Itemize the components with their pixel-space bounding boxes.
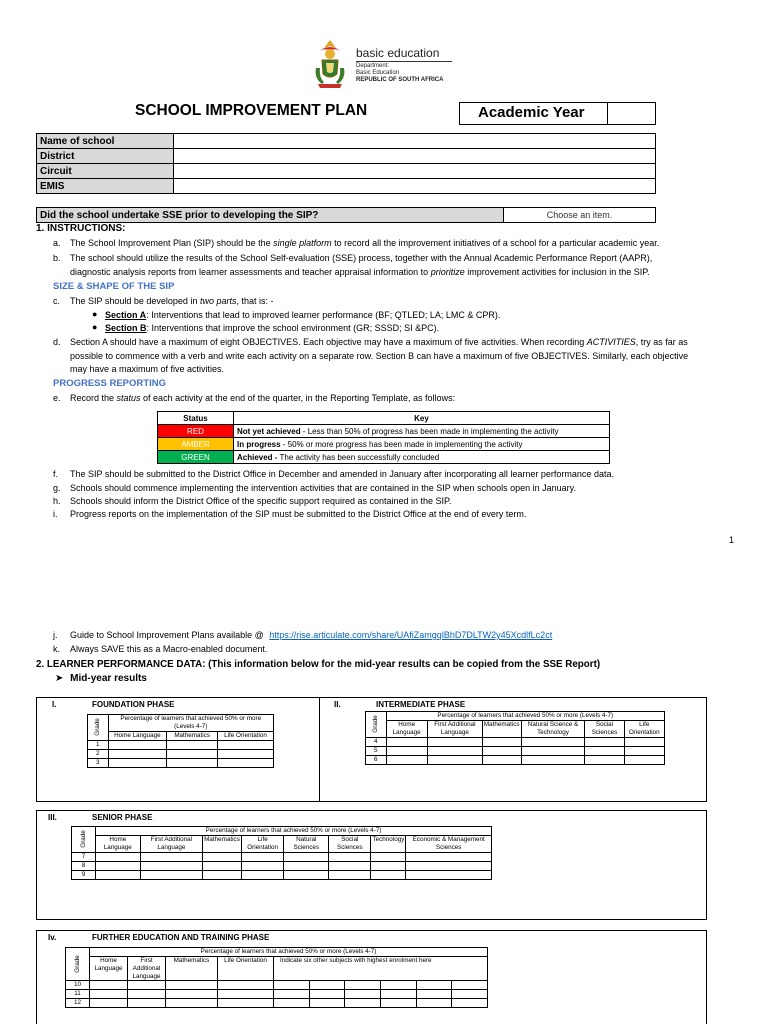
school-name-input[interactable]	[174, 134, 656, 149]
subject-header: Life Orientation	[241, 835, 284, 852]
table-row	[37, 179, 656, 194]
table-row	[37, 164, 656, 179]
instructions-heading: 1. INSTRUCTIONS:	[36, 223, 126, 234]
marker-j: j.	[53, 630, 58, 640]
data-cell[interactable]	[416, 999, 452, 1008]
table-row	[158, 451, 610, 464]
subject-header: First Additional Language	[128, 956, 166, 981]
size-shape-heading: SIZE & SHAPE OF THE SIP	[53, 281, 175, 292]
grade-cell: 6	[366, 755, 387, 764]
academic-year-input[interactable]	[607, 103, 656, 124]
data-cell[interactable]	[371, 861, 406, 870]
department-logo	[310, 38, 460, 90]
intermediate-numeral: II.	[334, 700, 341, 709]
instruction-d-line-1	[70, 337, 688, 347]
data-cell[interactable]	[345, 990, 381, 999]
grade-cell: 5	[366, 746, 387, 755]
section-b-item	[105, 323, 439, 333]
emis-input[interactable]	[174, 179, 656, 194]
table-row	[66, 990, 488, 999]
subject-header: Natural Sciences	[284, 835, 329, 852]
status-header: Status	[158, 412, 234, 425]
logo-divider	[356, 61, 452, 62]
pct-header: Percentage of learners that achieved 50% or more (Levels 4-7)	[96, 827, 492, 836]
senior-numeral: III.	[48, 813, 57, 822]
subject-header: Mathematics	[482, 720, 521, 737]
instruction-b-line-2	[70, 267, 650, 277]
grade-label-text: Grade	[371, 715, 379, 734]
status-amber: AMBER	[158, 438, 234, 451]
instruction-i: Progress reports on the implementation of the SIP must be submitted to the District Office at the end of every term.	[70, 509, 527, 519]
text-span: : Interventions that improve the school environment (GR; SSSD; SI &PC).	[146, 323, 440, 333]
data-cell[interactable]	[309, 999, 345, 1008]
data-cell[interactable]	[406, 852, 492, 861]
data-cell[interactable]	[452, 999, 488, 1008]
data-cell[interactable]	[167, 740, 218, 749]
progress-reporting-heading: PROGRESS REPORTING	[53, 378, 166, 389]
marker-d: d.	[53, 337, 61, 347]
data-cell[interactable]	[284, 861, 329, 870]
grade-cell: 7	[72, 852, 96, 861]
sse-choice-dropdown[interactable]: Choose an item.	[504, 208, 656, 223]
instruction-b-line-1: The school should utilize the results of the School Self-evaluation (SSE) process, together with the Annual Academic Performance Report (AAPR),	[70, 253, 653, 263]
pct-header: Percentage of learners that achieved 50% or more (Levels 4-7)	[386, 712, 664, 721]
data-cell[interactable]	[416, 981, 452, 990]
data-cell[interactable]	[427, 746, 482, 755]
data-cell[interactable]	[406, 870, 492, 879]
text-span: The SIP should be developed in	[70, 296, 200, 306]
subject-header: Mathematics	[166, 956, 218, 981]
table-row	[66, 981, 488, 990]
text-span: The School Improvement Plan (SIP) should be the	[70, 238, 274, 248]
bullet-icon: ●	[92, 322, 98, 332]
data-cell[interactable]	[96, 870, 141, 879]
data-cell[interactable]	[167, 749, 218, 758]
data-cell[interactable]	[345, 999, 381, 1008]
data-cell[interactable]	[521, 746, 585, 755]
data-cell[interactable]	[218, 990, 274, 999]
emphasis: status	[116, 393, 141, 403]
academic-year-box	[459, 102, 656, 125]
table-row	[366, 712, 665, 721]
subject-header: Life Orientation	[218, 731, 274, 740]
marker-g: g.	[53, 483, 61, 493]
key-green	[234, 451, 610, 464]
table-row	[158, 438, 610, 451]
table-row	[366, 720, 665, 737]
data-cell[interactable]	[452, 990, 488, 999]
instruction-e	[70, 393, 455, 403]
logo-line-1: Department:	[356, 63, 390, 69]
learner-performance-heading: 2. LEARNER PERFORMANCE DATA: (This information below for the mid-year results can be copied from the SSE Report)	[36, 659, 601, 670]
data-cell[interactable]	[284, 852, 329, 861]
data-cell[interactable]	[371, 870, 406, 879]
grade-label	[366, 712, 387, 738]
foundation-title: FOUNDATION PHASE	[92, 700, 175, 709]
page-title: SCHOOL IMPROVEMENT PLAN	[135, 102, 368, 119]
subject-header: Mathematics	[167, 731, 218, 740]
subject-header: Home Language	[90, 956, 128, 981]
data-cell[interactable]	[482, 746, 521, 755]
marker-e: e.	[53, 393, 61, 403]
data-cell[interactable]	[380, 999, 416, 1008]
key-bold: Not yet achieved	[237, 426, 301, 436]
grade-label-text: Grade	[79, 830, 87, 849]
district-input[interactable]	[174, 149, 656, 164]
table-row	[66, 999, 488, 1008]
instruction-f: The SIP should be submitted to the District Office in December and amended in January after incorporating all learner performance data.	[70, 469, 614, 479]
table-row	[72, 861, 492, 870]
data-cell[interactable]	[624, 755, 664, 764]
subject-header: Natural Science & Technology	[521, 720, 585, 737]
data-cell[interactable]	[140, 861, 203, 870]
phase-divider	[319, 697, 320, 802]
subject-header: First Additional Language	[427, 720, 482, 737]
data-cell[interactable]	[218, 749, 274, 758]
subject-header: Economic & Management Sciences	[406, 835, 492, 852]
data-cell[interactable]	[386, 746, 427, 755]
key-text: - Less than 50% of progress has been made in implementing the activity	[300, 426, 559, 436]
data-cell[interactable]	[521, 755, 585, 764]
circuit-label: Circuit	[37, 164, 174, 179]
status-green: GREEN	[158, 451, 234, 464]
data-cell[interactable]	[218, 999, 274, 1008]
instruction-j	[70, 630, 552, 640]
table-row	[366, 737, 665, 746]
text-span: Section A should have a maximum of eight OBJECTIVES. Each objective may have a maximum of five activities. When recording	[70, 337, 587, 347]
text-span: Guide to School Improvement Plans available @	[70, 630, 267, 640]
table-row	[158, 425, 610, 438]
data-cell[interactable]	[108, 740, 167, 749]
status-red: RED	[158, 425, 234, 438]
emphasis: single platform	[273, 238, 332, 248]
data-cell[interactable]	[274, 999, 310, 1008]
table-row	[66, 956, 488, 981]
text-span: , that is: -	[236, 296, 274, 306]
circuit-input[interactable]	[174, 164, 656, 179]
grade-cell: 12	[66, 999, 90, 1008]
data-cell[interactable]	[345, 981, 381, 990]
key-text: - 50% or more progress has been made in implementing the activity	[280, 439, 523, 449]
subject-header: Mathematics	[203, 835, 242, 852]
grade-cell: 9	[72, 870, 96, 879]
table-row	[366, 755, 665, 764]
fet-numeral: Iv.	[48, 933, 57, 942]
marker-c: c.	[53, 296, 61, 306]
key-header: Key	[234, 412, 610, 425]
subject-header: Social Sciences	[329, 835, 371, 852]
data-cell[interactable]	[386, 755, 427, 764]
data-cell[interactable]	[90, 990, 128, 999]
emphasis: two parts	[199, 296, 237, 306]
sse-question-label: Did the school undertake SSE prior to developing the SIP?	[37, 208, 504, 223]
data-cell[interactable]	[96, 852, 141, 861]
fet-table	[65, 947, 488, 1008]
data-cell[interactable]	[521, 737, 585, 746]
sse-question-table	[36, 207, 656, 223]
grade-cell: 11	[66, 990, 90, 999]
data-cell[interactable]	[452, 981, 488, 990]
grade-cell: 1	[88, 740, 109, 749]
key-bold: Achieved -	[237, 452, 278, 462]
table-row	[88, 715, 274, 732]
grade-label-text: Grade	[73, 955, 81, 973]
text-span: , try as far as	[635, 337, 688, 347]
text-span: of each activity at the end of the quarter, in the Reporting Template, as follows:	[140, 393, 456, 403]
foundation-numeral: I.	[52, 700, 57, 709]
data-cell[interactable]	[140, 852, 203, 861]
key-amber	[234, 438, 610, 451]
instruction-h: Schools should inform the District Office of the specific support required as contained in the SIP.	[70, 496, 452, 506]
table-row	[66, 948, 488, 957]
data-cell[interactable]	[90, 999, 128, 1008]
page-number: 1	[729, 535, 735, 545]
marker-h: h.	[53, 496, 61, 506]
text-span: diagnostic analysis reports from learner assessments and teacher appraisal information to	[70, 267, 431, 277]
midyear-heading-row	[55, 673, 147, 684]
data-cell[interactable]	[274, 981, 310, 990]
data-cell[interactable]	[482, 737, 521, 746]
subject-header: Home Language	[386, 720, 427, 737]
table-row	[72, 827, 492, 836]
key-text: The activity has been successfully concluded	[277, 452, 440, 462]
data-cell[interactable]	[406, 861, 492, 870]
text-span: to record all the improvement initiatives of a school for a particular academic year.	[331, 238, 660, 248]
section-b-label: Section B	[105, 323, 147, 333]
data-cell[interactable]	[284, 870, 329, 879]
key-red	[234, 425, 610, 438]
pct-header: Percentage of learners that achieved 50% or more (Levels 4-7)	[90, 948, 488, 957]
data-cell[interactable]	[329, 852, 371, 861]
data-cell[interactable]	[203, 852, 242, 861]
intermediate-title: INTERMEDIATE PHASE	[376, 700, 466, 709]
data-cell[interactable]	[380, 990, 416, 999]
subject-header: Social Sciences	[585, 720, 624, 737]
table-row	[72, 852, 492, 861]
subject-header: Technology	[371, 835, 406, 852]
instruction-d-line-2: possible to commence with a verb and write each activity on a separate row. Section B can have a maximum of five OBJECTIVES. Similarly, each objective	[70, 351, 689, 361]
subject-header: Home Language	[96, 835, 141, 852]
data-cell[interactable]	[90, 981, 128, 990]
text-span: improvement activities for inclusion in the SIP.	[464, 267, 650, 277]
data-cell[interactable]	[371, 852, 406, 861]
instruction-c	[70, 296, 273, 306]
grade-cell: 2	[88, 749, 109, 758]
data-cell[interactable]	[416, 990, 452, 999]
emphasis: ACTIVITIES	[586, 337, 636, 347]
marker-i: i.	[53, 509, 58, 519]
data-cell[interactable]	[329, 870, 371, 879]
data-cell[interactable]	[427, 755, 482, 764]
data-cell[interactable]	[218, 740, 274, 749]
table-row	[72, 835, 492, 852]
marker-k: k.	[53, 644, 61, 654]
table-row	[158, 412, 610, 425]
data-cell[interactable]	[96, 861, 141, 870]
data-cell[interactable]	[241, 861, 284, 870]
data-cell[interactable]	[427, 737, 482, 746]
data-cell[interactable]	[203, 861, 242, 870]
marker-a: a.	[53, 238, 61, 248]
district-label: District	[37, 149, 174, 164]
key-bold: In progress	[237, 439, 281, 449]
data-cell[interactable]	[218, 758, 274, 767]
instruction-a	[70, 238, 659, 248]
data-cell[interactable]	[380, 981, 416, 990]
pct-header: Percentage of learners that achieved 50% or more (Levels 4-7)	[108, 715, 273, 732]
data-cell[interactable]	[482, 755, 521, 764]
marker-f: f.	[53, 469, 59, 479]
emis-label: EMIS	[37, 179, 174, 194]
data-cell[interactable]	[218, 981, 274, 990]
emphasis: prioritize	[430, 267, 465, 277]
other-subjects-header: Indicate six other subjects with highest enrolment here	[274, 956, 488, 981]
data-cell[interactable]	[585, 746, 624, 755]
table-row	[72, 870, 492, 879]
data-cell[interactable]	[624, 737, 664, 746]
grade-label	[88, 715, 109, 741]
subject-header: Life Orientation	[624, 720, 664, 737]
data-cell[interactable]	[140, 870, 203, 879]
data-cell[interactable]	[166, 999, 218, 1008]
grade-label	[72, 827, 96, 853]
data-cell[interactable]	[241, 852, 284, 861]
data-cell[interactable]	[329, 861, 371, 870]
grade-label	[66, 948, 90, 981]
table-row	[88, 740, 274, 749]
data-cell[interactable]	[241, 870, 284, 879]
midyear-heading: Mid-year results	[70, 673, 147, 684]
school-name-label: Name of school	[37, 134, 174, 149]
fet-title: FURTHER EDUCATION AND TRAINING PHASE	[92, 933, 270, 942]
foundation-table	[87, 714, 274, 768]
table-row	[88, 758, 274, 767]
section-a-item	[105, 310, 500, 320]
text-span: Record the	[70, 393, 117, 403]
logo-line-2: Basic Education	[356, 70, 400, 76]
subject-header: Life Orientation	[218, 956, 274, 981]
subject-header: First Additional Language	[140, 835, 203, 852]
data-cell[interactable]	[309, 990, 345, 999]
intermediate-table	[365, 711, 665, 765]
grade-label-text: Grade	[93, 718, 101, 737]
data-cell[interactable]	[108, 749, 167, 758]
school-info-table	[36, 133, 656, 194]
table-row	[88, 731, 274, 740]
arrow-bullet-icon: ➤	[55, 673, 64, 684]
senior-table	[71, 826, 492, 880]
data-cell[interactable]	[309, 981, 345, 990]
status-key-table	[157, 411, 610, 464]
table-row	[366, 746, 665, 755]
data-cell[interactable]	[624, 746, 664, 755]
data-cell[interactable]	[274, 990, 310, 999]
data-cell[interactable]	[108, 758, 167, 767]
academic-year-label: Academic Year	[478, 104, 585, 121]
subject-header: Home Language	[108, 731, 167, 740]
data-cell[interactable]	[203, 870, 242, 879]
instruction-d-line-3: may have a maximum of five activities.	[70, 364, 225, 374]
data-cell[interactable]	[167, 758, 218, 767]
grade-cell: 8	[72, 861, 96, 870]
data-cell[interactable]	[166, 981, 218, 990]
table-row	[37, 134, 656, 149]
marker-b: b.	[53, 253, 61, 263]
grade-cell: 10	[66, 981, 90, 990]
data-cell[interactable]	[585, 737, 624, 746]
table-row	[37, 149, 656, 164]
data-cell[interactable]	[585, 755, 624, 764]
section-a-label: Section A	[105, 310, 147, 320]
grade-cell: 4	[366, 737, 387, 746]
senior-title: SENIOR PHASE	[92, 813, 153, 822]
data-cell[interactable]	[128, 990, 166, 999]
instruction-k: Always SAVE this as a Macro-enabled document.	[70, 644, 268, 654]
grade-cell: 3	[88, 758, 109, 767]
data-cell[interactable]	[166, 990, 218, 999]
data-cell[interactable]	[128, 981, 166, 990]
logo-wordmark: basic education	[356, 46, 440, 60]
logo-line-3: REPUBLIC OF SOUTH AFRICA	[356, 77, 444, 83]
bullet-icon: ●	[92, 309, 98, 319]
data-cell[interactable]	[386, 737, 427, 746]
instruction-g: Schools should commence implementing the intervention activities that are contained in the SIP when schools open in January.	[70, 483, 576, 493]
data-cell[interactable]	[128, 999, 166, 1008]
table-row	[88, 749, 274, 758]
text-span: : Interventions that lead to improved learner performance (BF; QTLED; LA; LMC & CPR).	[146, 310, 501, 320]
coat-of-arms-icon	[310, 38, 350, 90]
guide-link[interactable]: https://rise.articulate.com/share/UAfiZamgqlBhD7DLTW2y45XcdlfLc2ct	[269, 630, 553, 640]
